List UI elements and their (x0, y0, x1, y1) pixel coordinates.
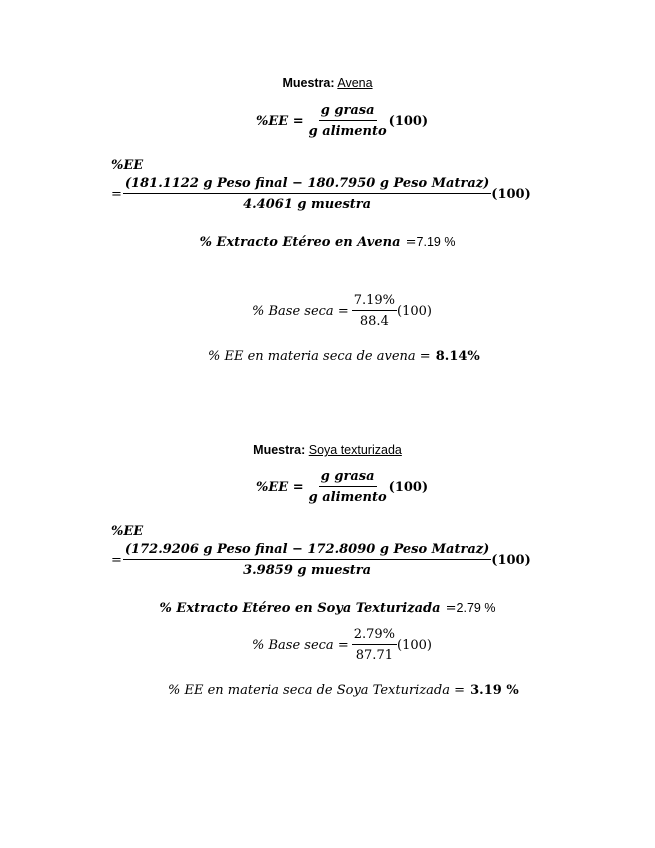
dry-base-soya (252, 626, 432, 664)
dry-factor: (100) (397, 303, 432, 319)
formula-fraction (307, 468, 389, 506)
formula-numerator: g grasa (319, 468, 377, 487)
calc-denominator: 3.9859 g muestra (243, 563, 372, 578)
calc-equals: = (111, 186, 122, 202)
result-avena (0, 231, 655, 250)
final-value: 3.19 % (470, 683, 519, 698)
formula-lhs: %EE = (256, 113, 304, 129)
formula-numerator: g grasa (319, 102, 377, 121)
final-label: % EE en materia seca de Soya Texturizada = (168, 683, 466, 698)
sample-name: Soya texturizada (308, 443, 402, 457)
final-value: 8.14% (435, 349, 480, 364)
calc-denominator: 4.4061 g muestra (243, 197, 372, 212)
calc-ee-soya (111, 541, 531, 579)
formula-factor: (100) (388, 479, 429, 495)
final-label: % EE en materia seca de avena = (208, 349, 431, 364)
dry-denominator: 88.4 (359, 314, 389, 329)
final-avena (208, 345, 480, 364)
calc-fraction (123, 541, 491, 579)
sample-heading-soya (0, 443, 655, 457)
result-value: 2.79 % (456, 601, 496, 615)
dry-lhs: % Base seca = (252, 303, 349, 319)
result-value: 7.19 % (416, 235, 456, 249)
calc-equals: = (111, 552, 122, 568)
dry-fraction (352, 626, 397, 664)
dry-numerator: 7.19% (352, 292, 397, 311)
sample-name: Avena (337, 76, 373, 90)
calc-lhs-soya: %EE (111, 524, 144, 539)
calc-numerator: (172.9206 g Peso final − 172.8090 g Peso Matraz) (123, 541, 491, 560)
formula-denominator: g alimento (308, 490, 387, 505)
dry-lhs: % Base seca = (252, 637, 349, 653)
sample-label: Muestra: (282, 76, 335, 90)
calc-ee-avena (111, 175, 531, 213)
formula-denominator: g alimento (308, 124, 387, 139)
dry-base-avena (252, 292, 432, 330)
result-label: % Extracto Etéreo en Soya Texturizada (159, 601, 441, 616)
formula-ee-avena (256, 102, 428, 140)
sample-label: Muestra: (253, 443, 306, 457)
dry-factor: (100) (397, 637, 432, 653)
dry-denominator: 87.71 (355, 648, 393, 663)
formula-factor: (100) (388, 113, 429, 129)
formula-fraction (307, 102, 389, 140)
formula-ee-soya (256, 468, 428, 506)
result-equals: = (445, 601, 457, 616)
dry-numerator: 2.79% (352, 626, 397, 645)
final-soya (168, 679, 519, 698)
sample-heading-avena (0, 76, 655, 90)
result-label: % Extracto Etéreo en Avena (199, 235, 401, 250)
calc-factor: (100) (491, 552, 531, 568)
calc-factor: (100) (491, 186, 531, 202)
result-equals: = (405, 235, 417, 250)
dry-fraction (352, 292, 397, 330)
calc-numerator: (181.1122 g Peso final − 180.7950 g Peso Matraz) (123, 175, 491, 194)
calc-lhs-avena: %EE (111, 158, 144, 173)
result-soya (0, 597, 655, 616)
formula-lhs: %EE = (256, 479, 304, 495)
calc-fraction (123, 175, 491, 213)
